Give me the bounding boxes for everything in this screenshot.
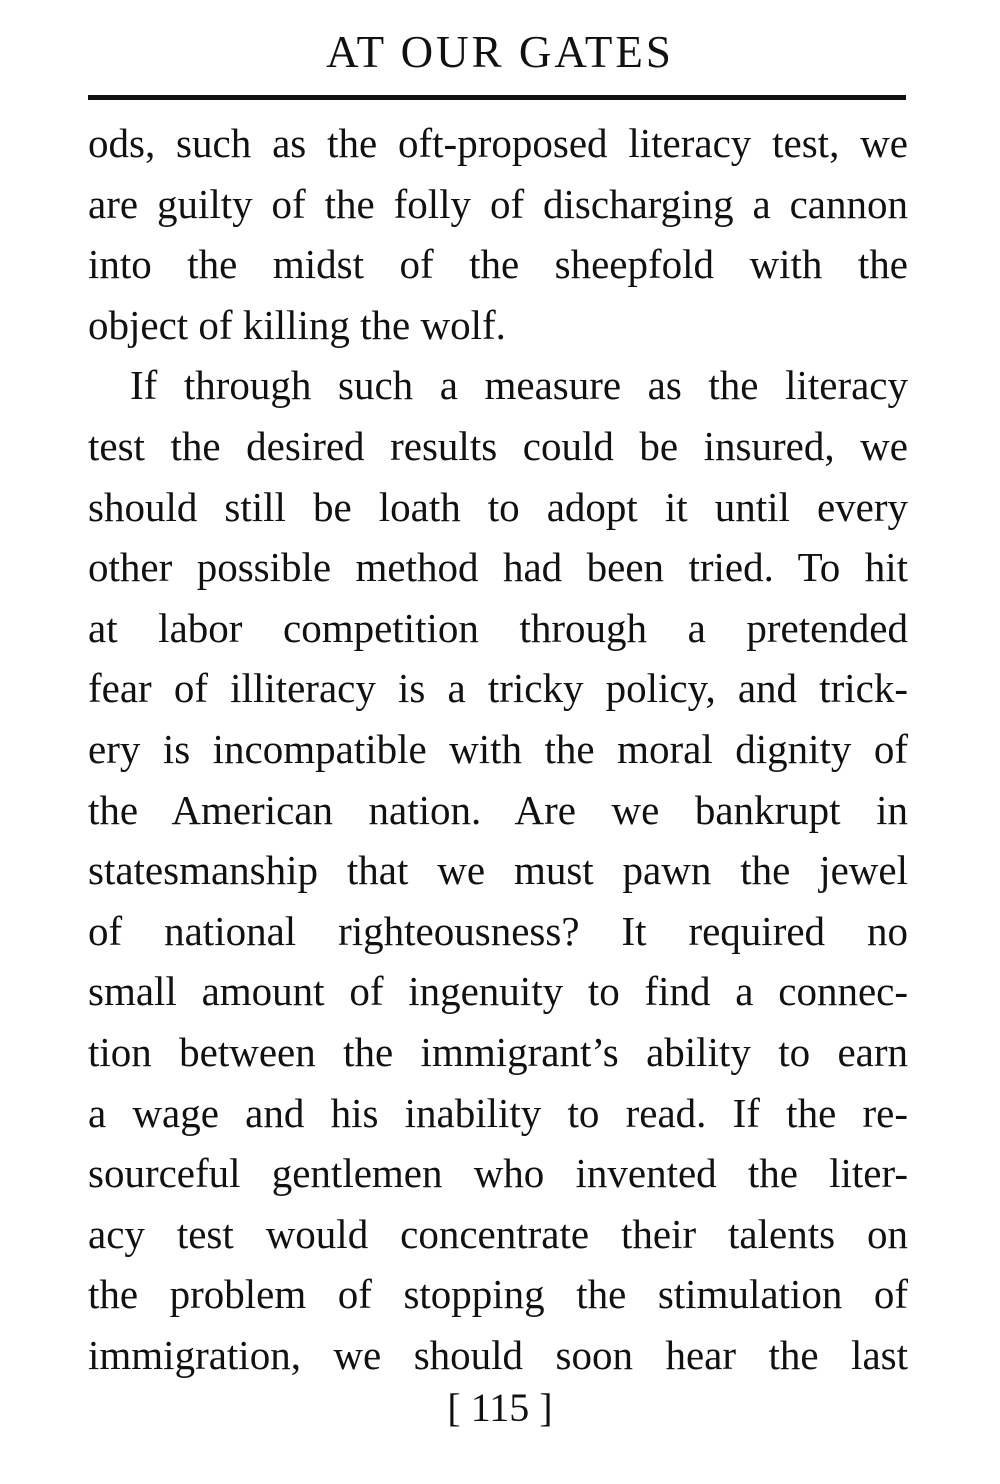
text-line: ods, such as the oft-proposed literacy test, we <box>88 120 908 166</box>
text-line: object of killing the wolf. <box>88 301 506 348</box>
text-line: a wage and his inability to read. If the re- <box>88 1089 908 1136</box>
text-line: small amount of ingenuity to find a connec- <box>88 968 908 1015</box>
text-line: are guilty of the folly of discharging a cannon <box>88 180 908 227</box>
text-line: statesmanship that we must pawn the jewel <box>88 847 908 894</box>
text-line: If through such a measure as the literacy <box>130 362 908 409</box>
text-line: tion between the immigrant’s ability to earn <box>88 1028 908 1075</box>
text-line: the problem of stopping the stimulation of <box>88 1271 908 1318</box>
text-line: into the midst of the sheepfold with the <box>88 241 908 288</box>
text-line: acy test would concentrate their talents on <box>88 1210 908 1257</box>
text-line: ery is incompatible with the moral dignity of <box>88 725 908 772</box>
text-line: should still be loath to adopt it until every <box>88 483 908 530</box>
text-line: of national righteousness? It required no <box>88 907 908 954</box>
text-line: test the desired results could be insured, we <box>88 422 908 469</box>
text-line: fear of illiteracy is a tricky policy, and trick- <box>88 665 908 712</box>
paragraph <box>88 355 908 1385</box>
text-line: at labor competition through a pretended <box>88 604 908 651</box>
text-line: sourceful gentlemen who invented the liter- <box>88 1150 908 1197</box>
running-title: AT OUR GATES <box>326 27 674 77</box>
page-number: [ 115 ] <box>447 1385 553 1430</box>
header-rule <box>88 95 906 100</box>
body-text <box>88 113 908 1385</box>
text-line: the American nation. Are we bankrupt in <box>88 786 908 833</box>
text-line: other possible method had been tried. To hit <box>88 544 908 591</box>
text-line: immigration, we should soon hear the last <box>88 1331 908 1378</box>
paragraph <box>88 113 908 355</box>
